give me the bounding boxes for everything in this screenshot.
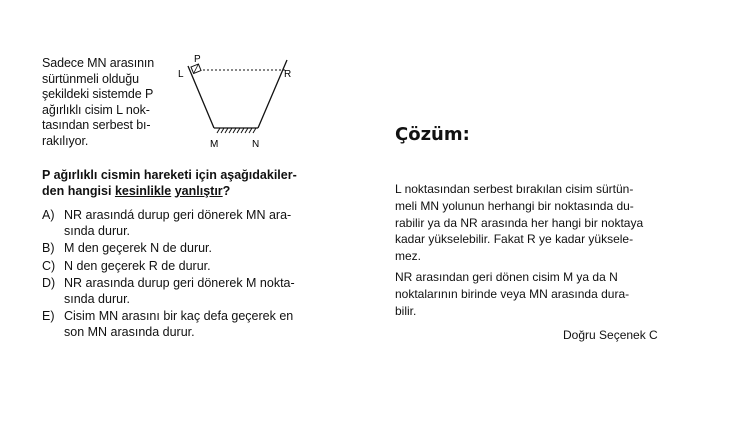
label-m: M bbox=[210, 139, 219, 150]
option-text: son MN arasında durur. bbox=[64, 324, 195, 339]
solution-title: Çözüm: bbox=[395, 124, 470, 145]
option-b bbox=[42, 241, 342, 257]
option-text: M den geçerek N de durur. bbox=[64, 241, 212, 255]
solution-line: L noktasından serbest bırakılan cisim sürtün- bbox=[395, 182, 634, 196]
option-text: N den geçerek R de durur. bbox=[64, 258, 211, 273]
label-n: N bbox=[252, 139, 260, 150]
correct-answer: Doğru Seçenek C bbox=[563, 328, 658, 342]
option-text: sında durur. bbox=[64, 223, 131, 238]
solution-line: rabilir ya da NR arasında her hangi bir noktaya bbox=[395, 215, 644, 230]
option-text: NR arasındá durup geri dönerek MN ara- bbox=[64, 208, 292, 222]
option-key: D) bbox=[42, 276, 56, 290]
intro-line: ağırlıklı cisim L nok- bbox=[42, 102, 150, 117]
question-text bbox=[42, 168, 342, 199]
left-ramp bbox=[188, 66, 214, 128]
problem-intro bbox=[42, 56, 170, 150]
option-text: Cisim MN arasını bir kaç defa geçerek en bbox=[64, 309, 294, 323]
option-d bbox=[42, 276, 342, 307]
option-text: NR arasında durup geri dönerek M nokta- bbox=[64, 276, 295, 290]
question-emphasis-2: yanlıştır bbox=[174, 183, 223, 198]
solution-line: mez. bbox=[395, 249, 422, 264]
answer-options bbox=[42, 208, 342, 342]
label-r: R bbox=[284, 69, 292, 80]
question-line: P ağırlıklı cismin hareketi için aşağıdakiler- bbox=[42, 168, 297, 182]
option-e bbox=[42, 309, 342, 340]
friction-hatch bbox=[217, 128, 256, 133]
solution-line: bilir. bbox=[395, 303, 417, 318]
option-key: B) bbox=[42, 241, 55, 255]
intro-line: şekildeki sistemde P bbox=[42, 87, 154, 102]
solution-line: noktalarının birinde veya MN arasında dura- bbox=[395, 286, 630, 301]
option-a bbox=[42, 208, 342, 239]
label-l: L bbox=[178, 69, 184, 80]
question-prefix: den hangisi bbox=[42, 183, 112, 198]
solution-text bbox=[395, 181, 670, 319]
intro-line: Sadece MN arasının bbox=[42, 56, 155, 70]
option-key: E) bbox=[42, 309, 55, 323]
option-key: A) bbox=[42, 208, 55, 222]
intro-line: sürtünmeli olduğu bbox=[42, 71, 139, 86]
intro-line: rakılıyor. bbox=[42, 133, 89, 148]
solution-line: meli MN yolunun herhangi bir noktasında du- bbox=[395, 198, 634, 213]
intro-line: tasından serbest bı- bbox=[42, 118, 151, 133]
track-figure bbox=[172, 52, 302, 152]
option-text: sında durur. bbox=[64, 291, 131, 306]
option-key: C) bbox=[42, 258, 56, 273]
question-emphasis-1: kesinlikle bbox=[114, 183, 172, 198]
label-p: P bbox=[194, 54, 201, 65]
solution-line: NR arasından geri dönen cisim M ya da N bbox=[395, 269, 618, 284]
question-mark: ? bbox=[222, 183, 231, 198]
question-line bbox=[42, 184, 342, 200]
block-p bbox=[191, 64, 201, 73]
option-c bbox=[42, 259, 342, 275]
solution-line: kadar yükselebilir. Fakat R ye kadar yüksele- bbox=[395, 232, 634, 247]
